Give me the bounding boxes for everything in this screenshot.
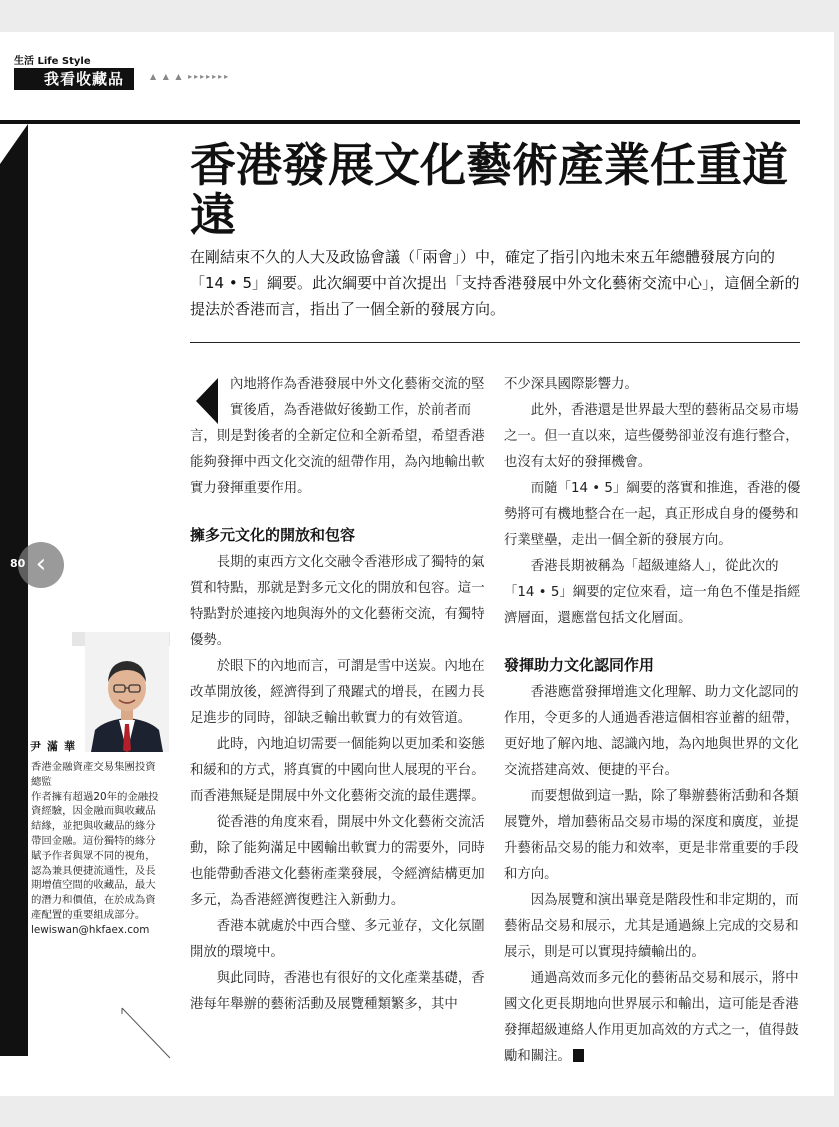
article-paragraph: 長期的東西方文化交融令香港形成了獨特的氣質和特點，那就是對多元文化的開放和包容。這一特點對於連接內地與海外的文化藝術交流，有獨特優勢。 — [190, 555, 485, 648]
article-paragraph: 通過高效而多元化的藝術品交易和展示，將中國文化更長期地向世界展示和輸出，這可能是香港發揮超級連絡人作用更加高效的方式之一，值得鼓勵和關注。 — [504, 971, 799, 1064]
corner-line-decoration — [118, 1006, 178, 1066]
article-paragraph: 此外，香港還是世界最大型的藝術品交易市場之一。但一直以來，這些優勢卻並沒有進行整合，也沒有太好的發揮機會。 — [504, 403, 799, 470]
article-paragraph: 從香港的角度來看，開展中外文化藝術交流活動，除了能夠滿足中國輸出軟實力的需要外，同時也能帶動香港文化藝術產業發展，令經濟結構更加多元，為香港經濟復甦注入新動力。 — [190, 815, 485, 908]
article-column-2 — [504, 372, 802, 1070]
article-paragraph: 而隨「14 • 5」綱要的落實和推進，香港的優勢將可有機地整合在一起，真正形成自身的優勢和行業壁壘，走出一個全新的發展方向。 — [504, 481, 801, 548]
article-paragraph: 而要想做到這一點，除了舉辦藝術活動和各類展覽外，增加藝術品交易市場的深度和廣度，並提升藝術品交易的能力和效率，更是非常重要的手段和方向。 — [504, 789, 799, 882]
article-paragraph: 香港應當發揮增進文化理解、助力文化認同的作用，令更多的人通過香港這個相容並蓄的紐帶，更好地了解內地、認識內地，為內地與世界的文化交流搭建高效、便捷的平台。 — [504, 685, 799, 778]
page-number: 80 — [10, 557, 26, 570]
magazine-page — [0, 32, 834, 1096]
side-bar — [0, 124, 28, 1056]
article-column-1 — [190, 372, 488, 1018]
author-portrait-icon — [85, 632, 169, 752]
divider-rule — [190, 342, 800, 343]
article-lead: 在剛結束不久的人大及政協會議（「兩會」）中，確定了指引內地未來五年總體發展方向的「14 • 5」綱要。此次綱要中首次提出「支持香港發展中外文化藝術交流中心」，這個全新的提法於香港而言，指出了一個全新的發展方向。 — [190, 248, 800, 318]
banner-decoration: ▲ ▲ ▲ ▸▸▸▸▸▸▸ — [150, 72, 231, 81]
author-name: 尹滿華 — [30, 740, 81, 753]
article-paragraph: 內地將作為香港發展中外文化藝術交流的堅實後盾，為香港做好後勤工作，於前者而言，則是對後者的全新定位和全新希望，希望香港能夠發揮中西文化交流的紐帶作用，為內地輸出軟實力發揮重要作用。 — [190, 377, 485, 496]
article-paragraph: 此時，內地迫切需要一個能夠以更加柔和姿態和緩和的方式，將真實的中國向世人展現的平台。而香港無疑是開展中外文化藝術交流的最佳選擇。 — [190, 737, 485, 804]
column-title: 我看收藏品 — [14, 68, 134, 90]
section-label: 生活 Life Style — [14, 56, 91, 67]
side-wedge — [0, 124, 28, 164]
author-photo — [85, 632, 169, 752]
section-heading: 發揮助力文化認同作用 — [504, 656, 655, 674]
article-paragraph: 與此同時，香港也有很好的文化產業基礎，香港每年舉辦的藝術活動及展覽種類繁多，其中 — [190, 971, 485, 1012]
end-mark-icon — [573, 1049, 584, 1062]
dropcap-arrow-icon — [190, 378, 224, 424]
article-paragraph: 香港本就處於中西合璧、多元並存，文化氛圍開放的環境中。 — [190, 919, 485, 960]
article-paragraph: 不少深具國際影響力。 — [504, 377, 638, 392]
author-bio: 香港金融資產交易集團投資總監 作者擁有超過20年的金融投資經驗，因金融而與收藏品結緣，並把與收藏品的緣分帶回金融。這份獨特的緣分賦予作者與眾不同的視角，認為兼具便捷流通性，及長期增值空間的收藏品，最大的潛力和價值，在於成為資產配置的重要組成部分。 lewiswan@hkfaex.com — [31, 761, 159, 936]
top-rule — [0, 120, 800, 124]
section-heading: 擁多元文化的開放和包容 — [190, 526, 356, 544]
article-paragraph: 香港長期被稱為「超級連絡人」，從此次的「14 • 5」綱要的定位來看，這一角色不僅是指經濟層面，還應當包括文化層面。 — [504, 559, 801, 626]
viewer-bottom-bar — [0, 1096, 839, 1127]
chevron-left-icon: ‹ — [35, 549, 47, 579]
article-headline: 香港發展文化藝術產業任重道遠 — [190, 138, 788, 242]
article-paragraph: 於眼下的內地而言，可謂是雪中送炭。內地在改革開放後，經濟得到了飛躍式的增長，在國力長足進步的同時，卻缺乏輸出軟實力的有效管道。 — [190, 659, 485, 726]
article-paragraph: 因為展覽和演出畢竟是階段性和非定期的，而藝術品交易和展示，尤其是通過線上完成的交易和展示，則是可以實現持續輸出的。 — [504, 893, 799, 960]
